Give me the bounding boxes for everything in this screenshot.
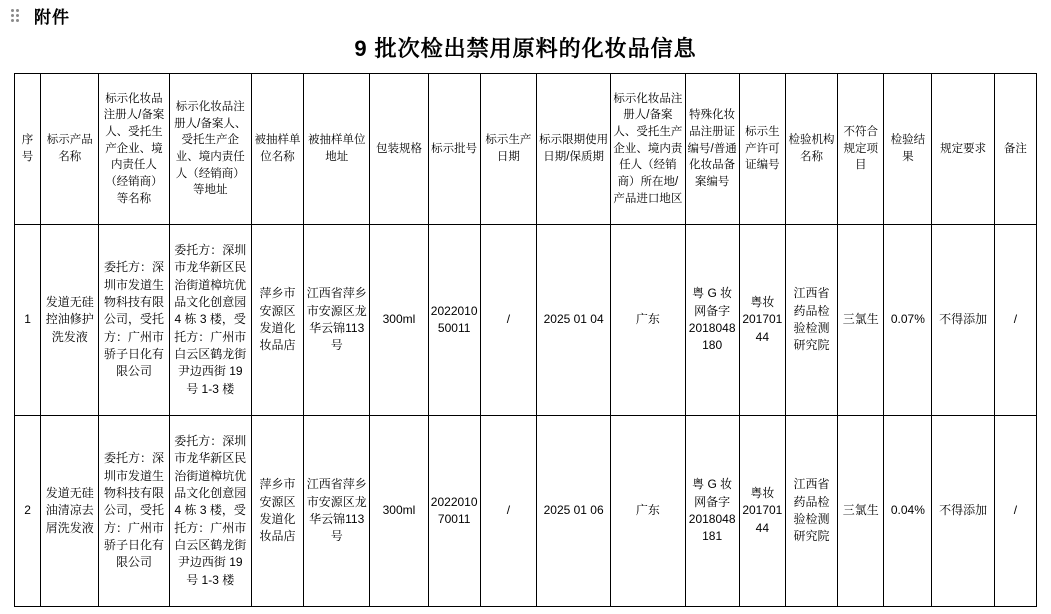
table-row xyxy=(15,225,1037,416)
column-header-sampled-unit-name: 被抽样单位名称 xyxy=(251,74,303,225)
cell-item: 三氯生 xyxy=(838,225,884,416)
cell-region: 广东 xyxy=(611,416,685,607)
cell-filing-no: 粤 G 妆网备字 2018048180 xyxy=(685,225,739,416)
cell-institution: 江西省药品检验检测研究院 xyxy=(785,416,837,607)
cell-seq: 1 xyxy=(15,225,41,416)
cell-requirement: 不得添加 xyxy=(932,225,994,416)
cell-remark: / xyxy=(994,416,1036,607)
cell-result: 0.07% xyxy=(884,225,932,416)
page-title: 9 批次检出禁用原料的化妆品信息 xyxy=(354,36,697,61)
cell-expiry: 2025 01 04 xyxy=(536,225,610,416)
cell-prod-date: / xyxy=(480,416,536,607)
cosmetics-report-table xyxy=(14,73,1037,607)
cell-sampled-unit-name: 萍乡市安源区发道化妆品店 xyxy=(251,416,303,607)
column-header-sampled-unit-address: 被抽样单位地址 xyxy=(304,74,370,225)
cell-registrant-name: 委托方：深圳市发道生物科技有限公司，受托方：广州市骄子日化有限公司 xyxy=(99,225,169,416)
column-header-lot: 标示批号 xyxy=(428,74,480,225)
cell-expiry: 2025 01 06 xyxy=(536,416,610,607)
cell-lot: 202201050011 xyxy=(428,225,480,416)
column-header-prod-date: 标示生产日期 xyxy=(480,74,536,225)
cell-institution: 江西省药品检验检测研究院 xyxy=(785,225,837,416)
table-container xyxy=(0,73,1051,607)
cell-license-no: 粤妆 20170144 xyxy=(739,225,785,416)
cell-sampled-unit-address: 江西省萍乡市安源区龙华云锦113号 xyxy=(304,416,370,607)
cell-registrant-address: 委托方：深圳市龙华新区民治街道樟坑优品文化创意园 4 栋 3 楼，受托方：广州市白云区鹤龙街尹边西街 19 号 1-3 楼 xyxy=(169,225,251,416)
cell-spec: 300ml xyxy=(370,225,428,416)
cell-result: 0.04% xyxy=(884,416,932,607)
cell-lot: 202201070011 xyxy=(428,416,480,607)
cell-spec: 300ml xyxy=(370,416,428,607)
column-header-spec: 包装规格 xyxy=(370,74,428,225)
column-header-filing-no: 特殊化妆品注册证编号/普通化妆品备案编号 xyxy=(685,74,739,225)
cell-filing-no: 粤 G 妆网备字 2018048181 xyxy=(685,416,739,607)
column-header-result: 检验结果 xyxy=(884,74,932,225)
table-header-row xyxy=(15,74,1037,225)
cell-product-name: 发道无硅油清凉去屑洗发液 xyxy=(41,416,99,607)
column-header-region: 标示化妆品注册人/备案人、受托生产企业、境内责任人（经销商）所在地/产品进口地区 xyxy=(611,74,685,225)
cell-item: 三氯生 xyxy=(838,416,884,607)
column-header-item: 不符合规定项目 xyxy=(838,74,884,225)
cell-registrant-address: 委托方：深圳市龙华新区民治街道樟坑优品文化创意园 4 栋 3 楼，受托方：广州市白云区鹤龙街尹边西街 19 号 1-3 楼 xyxy=(169,416,251,607)
attachment-label: 附件 xyxy=(34,7,70,27)
drag-dots-icon[interactable] xyxy=(10,7,20,23)
column-header-requirement: 规定要求 xyxy=(932,74,994,225)
column-header-license-no: 标示生产许可证编号 xyxy=(739,74,785,225)
cell-product-name: 发道无硅控油修护洗发液 xyxy=(41,225,99,416)
table-row xyxy=(15,416,1037,607)
cell-requirement: 不得添加 xyxy=(932,416,994,607)
cell-prod-date: / xyxy=(480,225,536,416)
cell-region: 广东 xyxy=(611,225,685,416)
cell-sampled-unit-address: 江西省萍乡市安源区龙华云锦113号 xyxy=(304,225,370,416)
column-header-product-name: 标示产品名称 xyxy=(41,74,99,225)
column-header-remark: 备注 xyxy=(994,74,1036,225)
cell-seq: 2 xyxy=(15,416,41,607)
cell-remark: / xyxy=(994,225,1036,416)
cell-sampled-unit-name: 萍乡市安源区发道化妆品店 xyxy=(251,225,303,416)
cell-registrant-name: 委托方：深圳市发道生物科技有限公司，受托方：广州市骄子日化有限公司 xyxy=(99,416,169,607)
document-header xyxy=(0,0,1051,26)
column-header-institution: 检验机构名称 xyxy=(785,74,837,225)
column-header-registrant-address: 标示化妆品注册人/备案人、受托生产企业、境内责任人（经销商）等地址 xyxy=(169,74,251,225)
column-header-expiry: 标示限期使用日期/保质期 xyxy=(536,74,610,225)
column-header-seq: 序号 xyxy=(15,74,41,225)
cell-license-no: 粤妆 20170144 xyxy=(739,416,785,607)
column-header-registrant-name: 标示化妆品注册人/备案人、受托生产企业、境内责任人（经销商）等名称 xyxy=(99,74,169,225)
